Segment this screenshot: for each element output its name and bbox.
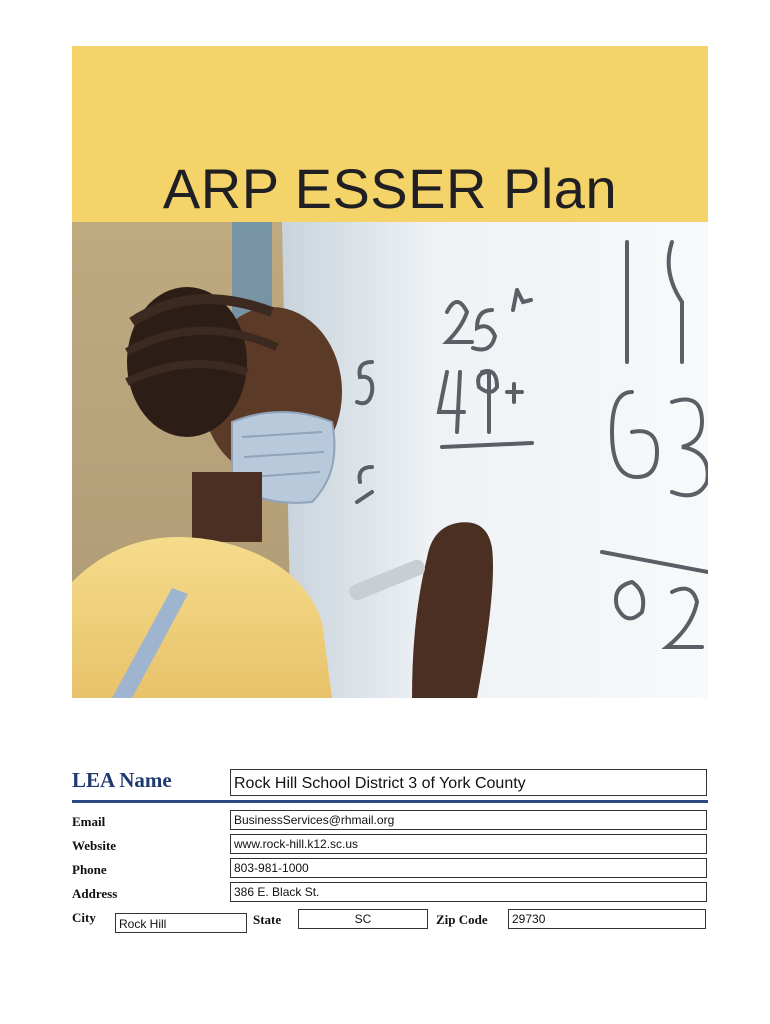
page-title: ARP ESSER Plan xyxy=(162,157,618,220)
cover-photo xyxy=(72,222,708,698)
address-label: Address xyxy=(72,886,118,901)
city-field[interactable]: Rock Hill xyxy=(115,913,247,933)
state-field[interactable]: SC xyxy=(298,909,428,929)
phone-label: Phone xyxy=(72,862,107,877)
address-field[interactable]: 386 E. Black St. xyxy=(230,882,707,902)
phone-field[interactable]: 803-981-1000 xyxy=(230,858,707,878)
lea-name-field[interactable]: Rock Hill School District 3 of York County xyxy=(230,769,707,796)
website-label: Website xyxy=(72,838,117,853)
zip-code-field[interactable]: 29730 xyxy=(508,909,706,929)
section-divider xyxy=(72,800,708,803)
lea-name-label: LEA Name xyxy=(72,768,172,792)
website-field[interactable]: www.rock-hill.k12.sc.us xyxy=(230,834,707,854)
city-label: City xyxy=(72,910,96,925)
state-label: State xyxy=(253,912,282,927)
email-label: Email xyxy=(72,814,106,829)
email-field[interactable]: BusinessServices@rhmail.org xyxy=(230,810,707,830)
title-banner xyxy=(72,46,708,222)
zip-code-label: Zip Code xyxy=(436,912,488,927)
